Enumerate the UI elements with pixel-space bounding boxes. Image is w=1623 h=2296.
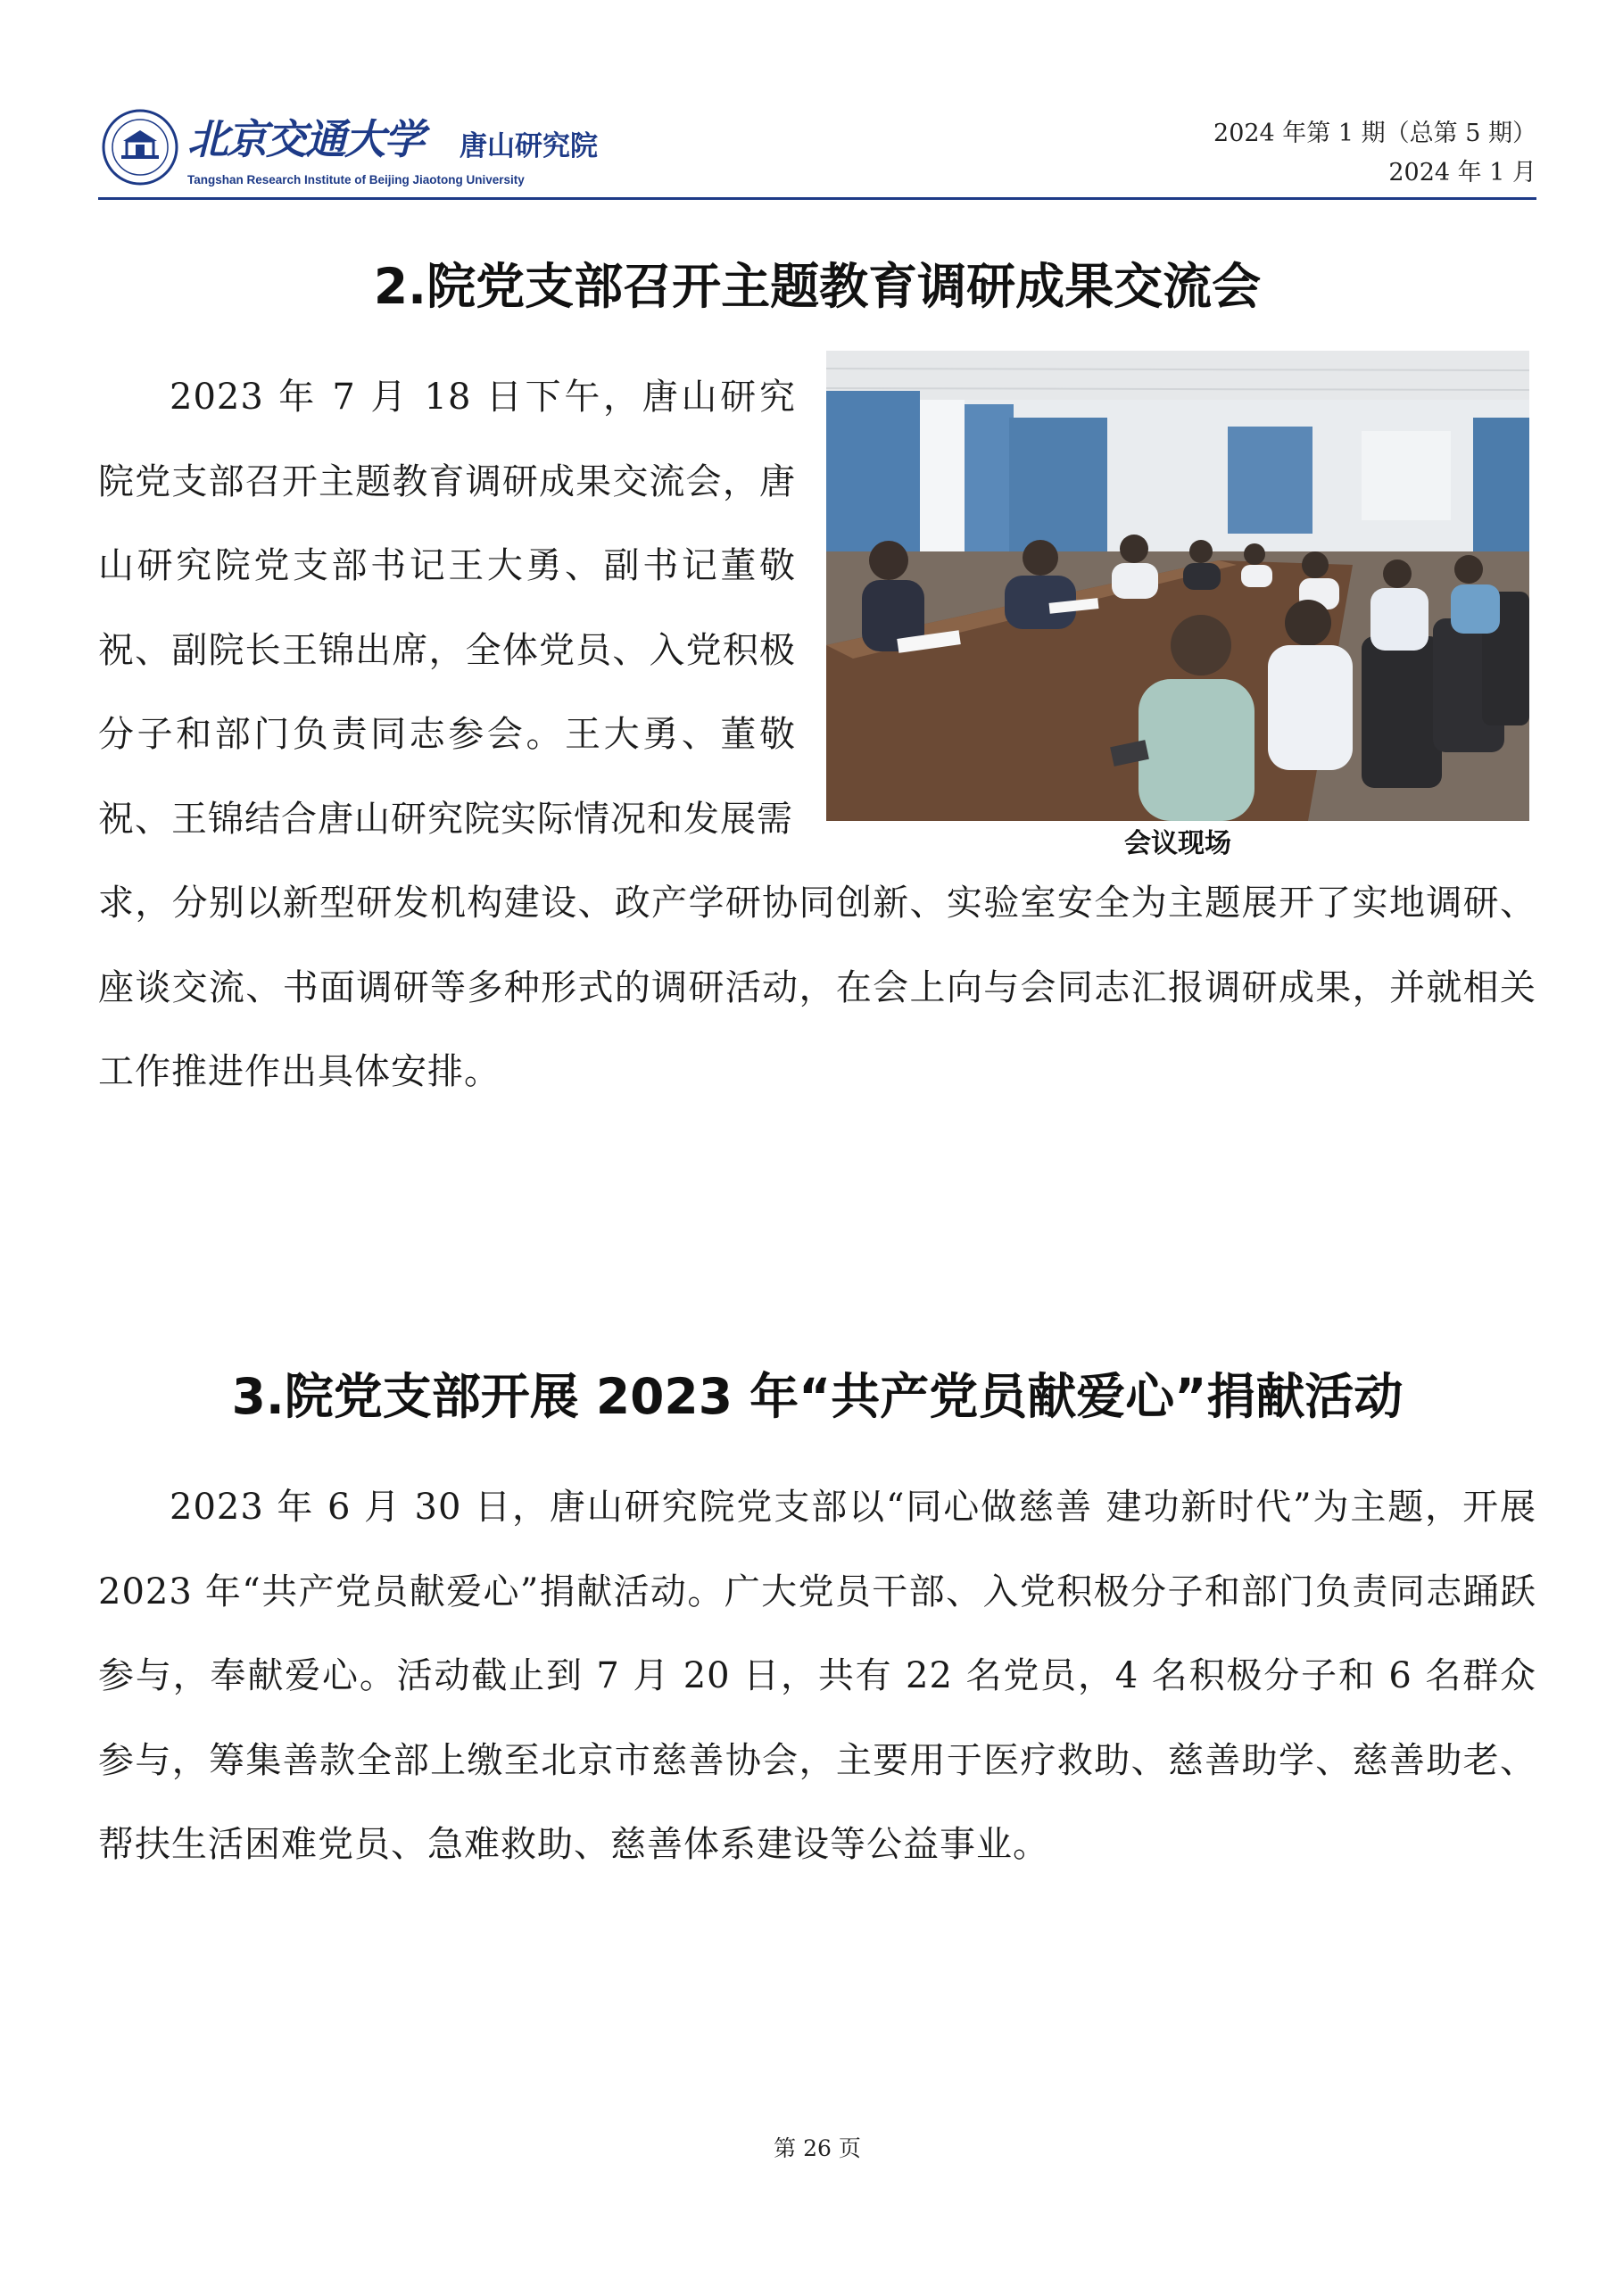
article-2-body-wrap: [98, 1465, 1536, 1887]
page-header: [98, 105, 1536, 202]
meeting-photo: [826, 351, 1529, 821]
institute-english-name: Tangshan Research Institute of Beijing Jiaotong University: [187, 173, 525, 186]
header-divider: [98, 197, 1536, 200]
university-seal-icon: [102, 109, 178, 186]
article-1-body-continued: 求，分别以新型研发机构建设、政产学研协同创新、实验室安全为主题展开了实地调研、座谈交流、书面调研等多种形式的调研活动，在会上向与会同志汇报调研成果，并就相关工作推进作出具体安排。: [98, 883, 1536, 1092]
article-2-body: 2023 年 6 月 30 日，唐山研究院党支部以“同心做慈善 建功新时代”为主题，开展 2023 年“共产党员献爱心”捐献活动。广大党员干部、入党积极分子和部门负责同志踊跃参与，奉献爱心。活动截止到 7 月 20 日，共有 22 名党员，4 名积极分子和 6 名群众参与，筹集善款全部上缴至北京市慈善协会，主要用于医疗救助、慈善助学、慈善助老、帮扶生活困难党员、急难救助、慈善体系建设等公益事业。: [98, 1487, 1536, 1865]
issue-number: 2024 年第 1 期（总第 5 期）: [1213, 120, 1536, 147]
university-name: 北京交通大学: [187, 115, 423, 163]
institute-name: 唐山研究院: [460, 130, 598, 162]
article-1-body: 2023 年 7 月 18 日下午，唐山研究院党支部召开主题教育调研成果交流会，唐山研究院党支部书记王大勇、副书记董敬祝、副院长王锦出席，全体党员、入党积极分子和部门负责同志参会。王大勇、董敬祝、王锦结合唐山研究院实际情况和发展需: [98, 377, 796, 840]
article-2-title: 3.院党支部开展 2023 年“共产党员献爱心”捐献活动: [231, 1368, 1404, 1425]
photo-caption: 会议现场: [1124, 828, 1231, 859]
article-1-title: 2.院党支部召开主题教育调研成果交流会: [373, 258, 1262, 315]
meeting-scene-illustration: [826, 351, 1529, 821]
article-1-body-wrap: [98, 355, 796, 861]
issue-info: [1213, 114, 1536, 193]
page-number: 第 26 页: [774, 2135, 861, 2161]
issue-date: 2024 年 1 月: [1388, 159, 1536, 186]
